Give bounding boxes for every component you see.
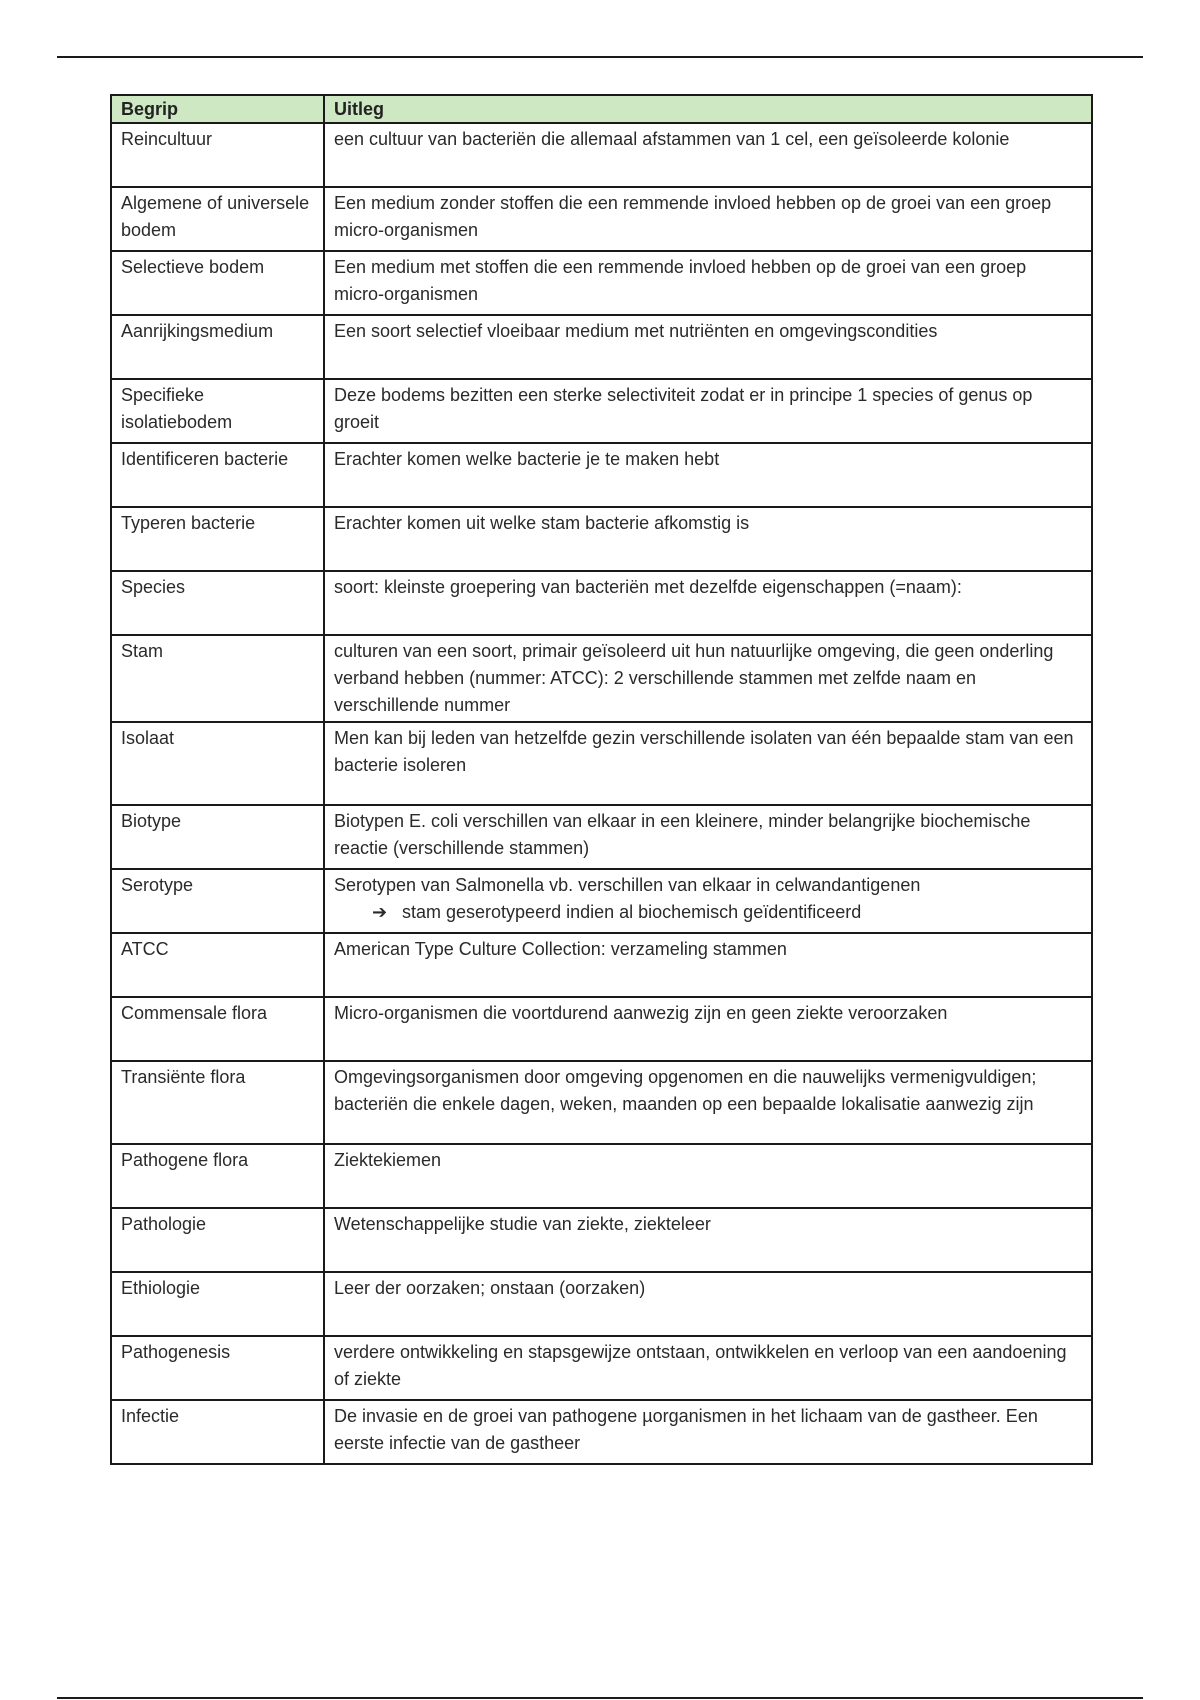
- explanation-cell: De invasie en de groei van pathogene µorganismen in het lichaam van de gastheer. Een eerste infectie van de gastheer: [324, 1400, 1092, 1464]
- explanation-cell: [324, 869, 1092, 933]
- header-term: Begrip: [111, 95, 324, 123]
- explanation-cell: Leer der oorzaken; onstaan (oorzaken): [324, 1272, 1092, 1336]
- explanation-cell: Ziektekiemen: [324, 1144, 1092, 1208]
- table-row: [111, 379, 1092, 443]
- term-cell: Infectie: [111, 1400, 324, 1464]
- explanation-cell: Biotypen E. coli verschillen van elkaar in een kleinere, minder belangrijke biochemische reactie (verschillende stammen): [324, 805, 1092, 869]
- bottom-rule: [57, 1697, 1143, 1699]
- table-row: [111, 1272, 1092, 1336]
- term-cell: Ethiologie: [111, 1272, 324, 1336]
- term-cell: Stam: [111, 635, 324, 722]
- explanation-cell: Erachter komen welke bacterie je te maken hebt: [324, 443, 1092, 507]
- table-row: [111, 933, 1092, 997]
- explanation-text: Serotypen van Salmonella vb. verschillen van elkaar in celwandantigenen: [334, 875, 921, 895]
- term-cell: Typeren bacterie: [111, 507, 324, 571]
- table-row: [111, 869, 1092, 933]
- table-row: [111, 1144, 1092, 1208]
- explanation-cell: Men kan bij leden van hetzelfde gezin verschillende isolaten van één bepaalde stam van een bacterie isoleren: [324, 722, 1092, 805]
- table-row: [111, 123, 1092, 187]
- term-cell: Commensale flora: [111, 997, 324, 1061]
- term-cell: Species: [111, 571, 324, 635]
- term-cell: Pathologie: [111, 1208, 324, 1272]
- term-cell: Aanrijkingsmedium: [111, 315, 324, 379]
- table-row: [111, 507, 1092, 571]
- explanation-cell: Omgevingsorganismen door omgeving opgenomen en die nauwelijks vermenigvuldigen; bacteriën die enkele dagen, weken, maanden op een bepaalde lokalisatie aanwezig zijn: [324, 1061, 1092, 1144]
- table-row: [111, 315, 1092, 379]
- explanation-cell: Een medium met stoffen die een remmende invloed hebben op de groei van een groep micro-organismen: [324, 251, 1092, 315]
- explanation-cell: Een soort selectief vloeibaar medium met nutriënten en omgevingscondities: [324, 315, 1092, 379]
- explanation-cell: verdere ontwikkeling en stapsgewijze ontstaan, ontwikkelen en verloop van een aandoening of ziekte: [324, 1336, 1092, 1400]
- explanation-cell: Een medium zonder stoffen die een remmende invloed hebben op de groei van een groep micro-organismen: [324, 187, 1092, 251]
- table-row: [111, 1336, 1092, 1400]
- table-header-row: [111, 95, 1092, 123]
- term-cell: Pathogenesis: [111, 1336, 324, 1400]
- term-cell: Transiënte flora: [111, 1061, 324, 1144]
- glossary-table: [110, 94, 1093, 1465]
- arrow-bullet-line: [334, 899, 1081, 926]
- explanation-cell: Wetenschappelijke studie van ziekte, ziekteleer: [324, 1208, 1092, 1272]
- table-row: [111, 805, 1092, 869]
- term-cell: Pathogene flora: [111, 1144, 324, 1208]
- table-row: [111, 187, 1092, 251]
- explanation-cell: een cultuur van bacteriën die allemaal afstammen van 1 cel, een geïsoleerde kolonie: [324, 123, 1092, 187]
- term-cell: Isolaat: [111, 722, 324, 805]
- explanation-cell: culturen van een soort, primair geïsoleerd uit hun natuurlijke omgeving, die geen onderling verband hebben (nummer: ATCC): 2 verschillende stammen met zelfde naam en verschillende nummer: [324, 635, 1092, 722]
- term-cell: Reincultuur: [111, 123, 324, 187]
- term-cell: Algemene of universele bodem: [111, 187, 324, 251]
- term-cell: Identificeren bacterie: [111, 443, 324, 507]
- table-row: [111, 997, 1092, 1061]
- arrow-note: stam geserotypeerd indien al biochemisch geïdentificeerd: [402, 902, 862, 922]
- table-row: [111, 571, 1092, 635]
- table-row: [111, 1400, 1092, 1464]
- explanation-cell: American Type Culture Collection: verzameling stammen: [324, 933, 1092, 997]
- term-cell: Biotype: [111, 805, 324, 869]
- term-cell: ATCC: [111, 933, 324, 997]
- explanation-cell: Micro-organismen die voortdurend aanwezig zijn en geen ziekte veroorzaken: [324, 997, 1092, 1061]
- table-row: [111, 722, 1092, 805]
- explanation-cell: Deze bodems bezitten een sterke selectiviteit zodat er in principe 1 species of genus op groeit: [324, 379, 1092, 443]
- explanation-cell: soort: kleinste groepering van bacteriën met dezelfde eigenschappen (=naam):: [324, 571, 1092, 635]
- table-row: [111, 1208, 1092, 1272]
- top-rule: [57, 56, 1143, 58]
- explanation-cell: Erachter komen uit welke stam bacterie afkomstig is: [324, 507, 1092, 571]
- term-cell: Serotype: [111, 869, 324, 933]
- term-cell: Specifieke isolatiebodem: [111, 379, 324, 443]
- table-row: [111, 1061, 1092, 1144]
- header-explanation: Uitleg: [324, 95, 1092, 123]
- table-row: [111, 635, 1092, 722]
- table-row: [111, 443, 1092, 507]
- arrow-right-icon: ➔: [372, 902, 388, 922]
- term-cell: Selectieve bodem: [111, 251, 324, 315]
- table-row: [111, 251, 1092, 315]
